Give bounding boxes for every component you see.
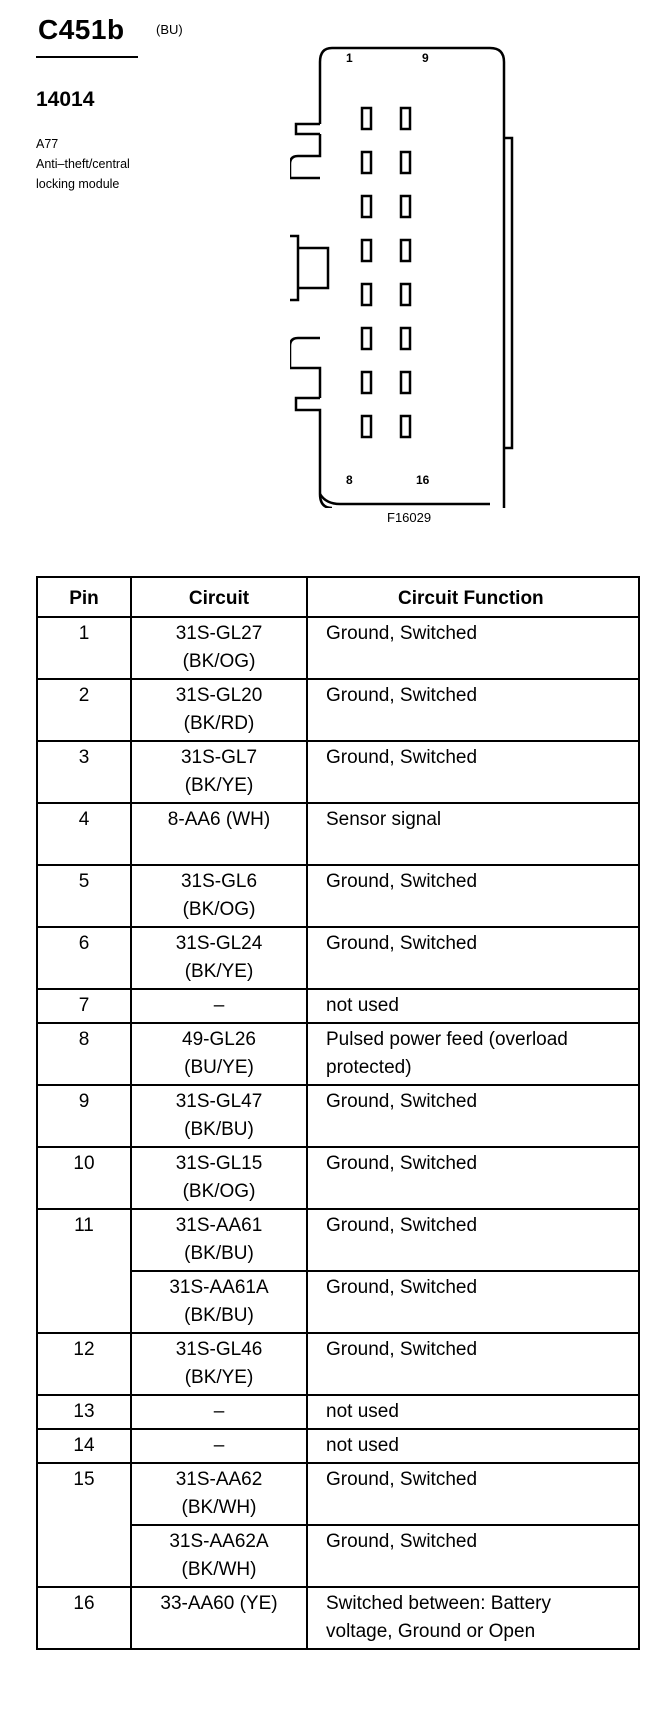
connector-face-diagram bbox=[290, 38, 520, 508]
circuit-color: (BK/YE) bbox=[184, 775, 254, 796]
circuit-code: 31S-AA61A bbox=[169, 1277, 269, 1298]
table-row bbox=[37, 803, 639, 865]
function-cell: Ground, Switched bbox=[307, 927, 639, 989]
circuit-code: – bbox=[213, 995, 225, 1016]
pin-label-16: 16 bbox=[416, 473, 430, 487]
function-line2: protected) bbox=[326, 1057, 412, 1078]
pin-label-8: 8 bbox=[346, 473, 353, 487]
circuit-cell bbox=[131, 1525, 307, 1587]
connector-color: (BU) bbox=[156, 22, 183, 37]
pin-cell: 11 bbox=[37, 1209, 131, 1333]
circuit-cell bbox=[131, 865, 307, 927]
circuit-color: (BK/YE) bbox=[184, 961, 254, 982]
circuit-code: 33-AA60 (YE) bbox=[160, 1593, 278, 1614]
function-cell: Ground, Switched bbox=[307, 1147, 639, 1209]
table-header-row bbox=[37, 577, 639, 617]
function-cell: Ground, Switched bbox=[307, 1271, 639, 1333]
circuit-color: (BK/BU) bbox=[184, 1243, 254, 1264]
circuit-color: (BK/WH) bbox=[181, 1497, 257, 1518]
circuit-cell bbox=[131, 617, 307, 679]
pin-cell: 7 bbox=[37, 989, 131, 1023]
pin-cell: 16 bbox=[37, 1587, 131, 1649]
circuit-code: 8-AA6 (WH) bbox=[167, 809, 271, 830]
function-cell: not used bbox=[307, 1429, 639, 1463]
circuit-cell bbox=[131, 927, 307, 989]
function-line2: voltage, Ground or Open bbox=[326, 1621, 536, 1642]
circuit-color: (BK/OG) bbox=[182, 899, 256, 920]
function-cell bbox=[307, 1587, 639, 1649]
circuit-color: (BK/BU) bbox=[184, 1305, 254, 1326]
function-line1: Switched between: Battery bbox=[326, 1593, 551, 1614]
pinout-table bbox=[36, 576, 640, 1650]
connector-body-outline bbox=[320, 48, 504, 508]
table-row bbox=[37, 1333, 639, 1395]
pin-cavities bbox=[362, 108, 410, 437]
circuit-code: – bbox=[213, 1435, 225, 1456]
function-cell: Ground, Switched bbox=[307, 1085, 639, 1147]
function-cell bbox=[307, 1023, 639, 1085]
table-row bbox=[37, 1463, 639, 1525]
component-code: A77 bbox=[36, 137, 59, 151]
table-row bbox=[37, 1085, 639, 1147]
connector-bottom-edge bbox=[320, 494, 490, 504]
circuit-cell bbox=[131, 1271, 307, 1333]
function-cell: Ground, Switched bbox=[307, 1463, 639, 1525]
function-cell: Ground, Switched bbox=[307, 865, 639, 927]
component-name-line1: Anti–theft/central bbox=[36, 157, 130, 171]
left-upper-rib bbox=[296, 124, 320, 134]
circuit-cell bbox=[131, 1463, 307, 1525]
circuit-cell bbox=[131, 1587, 307, 1649]
circuit-cell bbox=[131, 1429, 307, 1463]
left-upper-step bbox=[290, 134, 320, 178]
circuit-code: 31S-AA62A bbox=[169, 1531, 269, 1552]
circuit-color: (BK/OG) bbox=[182, 1181, 256, 1202]
circuit-code: – bbox=[213, 1401, 225, 1422]
circuit-cell bbox=[131, 1085, 307, 1147]
circuit-code: 31S-GL27 bbox=[175, 623, 263, 644]
part-number: 14014 bbox=[36, 88, 95, 111]
circuit-color: (BK/WH) bbox=[181, 1559, 257, 1580]
title-underline bbox=[36, 56, 138, 58]
figure-id: F16029 bbox=[387, 510, 432, 525]
function-cell: Ground, Switched bbox=[307, 1333, 639, 1395]
left-lower-rib bbox=[296, 398, 320, 466]
circuit-cell bbox=[131, 803, 307, 865]
pin-cell: 12 bbox=[37, 1333, 131, 1395]
circuit-cell bbox=[131, 989, 307, 1023]
pin-cell: 6 bbox=[37, 927, 131, 989]
circuit-code: 49-GL26 bbox=[182, 1029, 256, 1050]
pin-label-1: 1 bbox=[346, 51, 353, 65]
circuit-cell bbox=[131, 1209, 307, 1271]
circuit-cell bbox=[131, 741, 307, 803]
connector-id: C451b bbox=[38, 14, 125, 45]
circuit-code: 31S-GL15 bbox=[175, 1153, 263, 1174]
table-row bbox=[37, 1395, 639, 1429]
pin-cell: 14 bbox=[37, 1429, 131, 1463]
pin-cell: 1 bbox=[37, 617, 131, 679]
header-pin: Pin bbox=[37, 577, 131, 617]
table-row bbox=[37, 741, 639, 803]
table-row bbox=[37, 1209, 639, 1271]
component-description bbox=[36, 134, 130, 194]
pin-cell: 15 bbox=[37, 1463, 131, 1587]
circuit-code: 31S-GL46 bbox=[175, 1339, 263, 1360]
pin-cell: 8 bbox=[37, 1023, 131, 1085]
function-cell: Ground, Switched bbox=[307, 617, 639, 679]
pin-cell: 2 bbox=[37, 679, 131, 741]
left-lower-step bbox=[290, 338, 320, 398]
function-line1: Pulsed power feed (overload bbox=[326, 1029, 568, 1050]
circuit-code: 31S-GL7 bbox=[180, 747, 258, 768]
circuit-color: (BK/RD) bbox=[183, 713, 255, 734]
circuit-cell bbox=[131, 1333, 307, 1395]
pin-cell: 4 bbox=[37, 803, 131, 865]
circuit-cell bbox=[131, 1395, 307, 1429]
circuit-cell bbox=[131, 1147, 307, 1209]
table-row bbox=[37, 1429, 639, 1463]
table-row bbox=[37, 1587, 639, 1649]
function-cell: Ground, Switched bbox=[307, 1209, 639, 1271]
circuit-color: (BK/OG) bbox=[182, 651, 256, 672]
circuit-code: 31S-AA62 bbox=[175, 1469, 263, 1490]
circuit-code: 31S-GL6 bbox=[180, 871, 258, 892]
left-notch bbox=[290, 236, 328, 300]
table-row bbox=[37, 989, 639, 1023]
function-cell: Sensor signal bbox=[307, 803, 639, 865]
circuit-cell bbox=[131, 679, 307, 741]
circuit-code: 31S-GL24 bbox=[175, 933, 263, 954]
function-cell: Ground, Switched bbox=[307, 741, 639, 803]
table-row bbox=[37, 865, 639, 927]
pin-label-9: 9 bbox=[422, 51, 429, 65]
function-cell: Ground, Switched bbox=[307, 679, 639, 741]
pin-cell: 5 bbox=[37, 865, 131, 927]
table-row bbox=[37, 927, 639, 989]
circuit-color: (BK/YE) bbox=[184, 1367, 254, 1388]
pin-cell: 13 bbox=[37, 1395, 131, 1429]
circuit-cell bbox=[131, 1023, 307, 1085]
pin-cell: 10 bbox=[37, 1147, 131, 1209]
header-circuit-function: Circuit Function bbox=[307, 577, 639, 617]
table-row bbox=[37, 617, 639, 679]
circuit-code: 31S-GL47 bbox=[175, 1091, 263, 1112]
circuit-color: (BU/YE) bbox=[184, 1057, 254, 1078]
pin-cell: 9 bbox=[37, 1085, 131, 1147]
function-cell: not used bbox=[307, 1395, 639, 1429]
circuit-color: (BK/BU) bbox=[184, 1119, 254, 1140]
circuit-code: 31S-AA61 bbox=[175, 1215, 263, 1236]
table-row bbox=[37, 1023, 639, 1085]
component-name-line2: locking module bbox=[36, 177, 120, 191]
circuit-code: 31S-GL20 bbox=[175, 685, 263, 706]
table-row bbox=[37, 1147, 639, 1209]
function-cell: Ground, Switched bbox=[307, 1525, 639, 1587]
header-circuit: Circuit bbox=[131, 577, 307, 617]
table-row bbox=[37, 679, 639, 741]
function-cell: not used bbox=[307, 989, 639, 1023]
pin-cell: 3 bbox=[37, 741, 131, 803]
